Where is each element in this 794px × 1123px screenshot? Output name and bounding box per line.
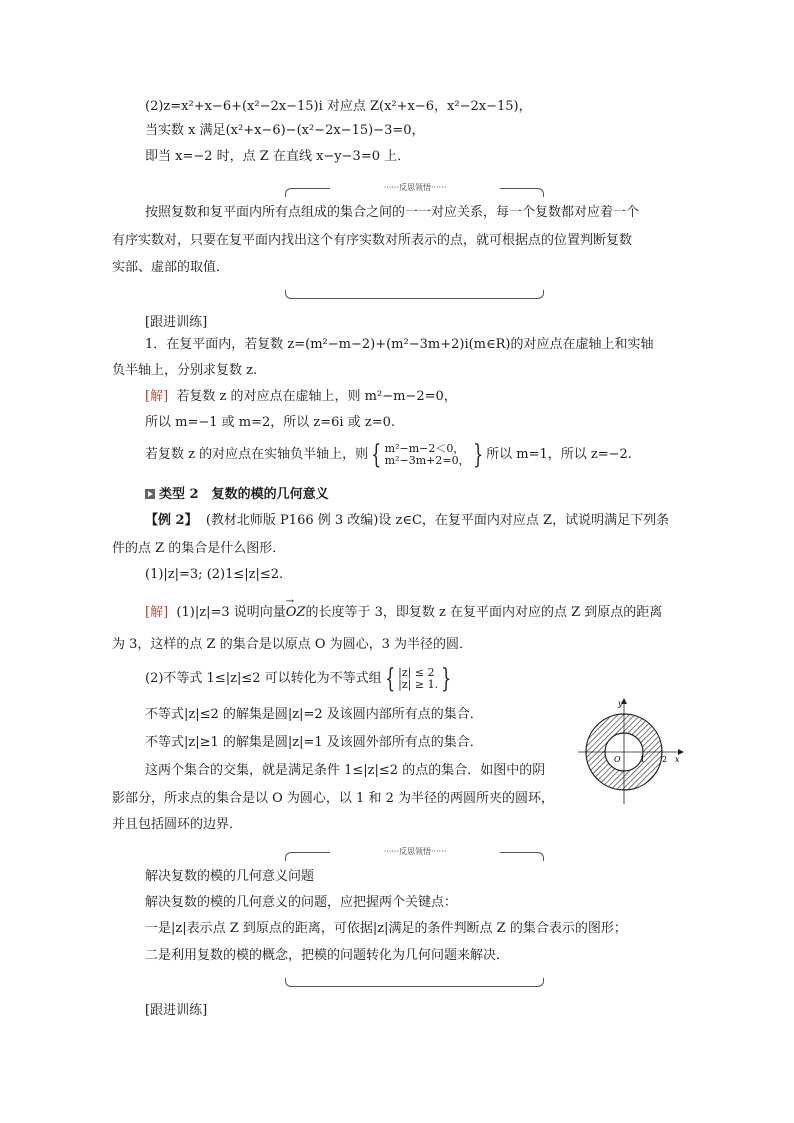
example2-solution-line7: 影部分，所求点的集合是以 O 为圆心，以 1 和 2 为半径的两圆所夹的圆环， <box>112 791 554 806</box>
reflect1-line2: 有序实数对，只要在复平面内找出这个有序实数对所表示的点，就可根据点的位置判断复数 <box>112 233 633 248</box>
example2-line3: (1)|z|=3; (2)1≤|z|≤2. <box>145 567 284 582</box>
type2-heading: 类型 2 复数的模的几何意义 <box>145 486 329 504</box>
x-axis-label: x <box>675 755 680 764</box>
reflect2-line3: 二是利用复数的模的概念，把模的问题转化为几何问题来解决． <box>145 948 510 963</box>
ex1-solution-line3: 即当 x=−2 时，点 Z 在直线 x−y−3=0 上． <box>145 149 411 164</box>
vector-oz: → OZ <box>286 604 306 622</box>
practice1-solution-line1: [解] 若复数 z 的对应点在虚轴上，则 m²−m−2=0， <box>145 389 457 404</box>
example2-line1: 【例 2】 (教材北师版 P166 例 3 改编)设 z∈C，在复平面内对应点 Z，试说明满足下列条 <box>145 513 670 528</box>
ex1-solution-line2: 当实数 x 满足(x²+x−6)−(x²−2x−15)−3=0， <box>145 123 425 138</box>
example2-solution-line1: [解] (1)|z|=3 说明向量→ OZ的长度等于 3，即复数 z 在复平面内对应的点 Z 到原点的距离 <box>145 604 662 622</box>
reflect1-line1: 按照复数和复平面内所有点组成的集合之间的一一对应关系，每一个复数都对应着一个 <box>145 205 640 220</box>
tick-label-1: 1 <box>640 755 646 764</box>
practice1-question-line1: 1．在复平面内，若复数 z=(m²−m−2)+(m²−3m+2)i(m∈R)的对应点在虚轴上和实轴 <box>145 337 654 352</box>
reflect-box-bottom <box>285 978 544 987</box>
reflect2-line2: 一是|z|表示点 Z 到原点的距离，可依据|z|满足的条件判断点 Z 的集合表示的图形； <box>145 921 627 936</box>
solution-tag: [解] <box>145 605 169 620</box>
solution-tag: [解] <box>145 389 169 404</box>
annulus-figure <box>574 696 686 808</box>
example2-line2: 件的点 Z 的集合是什么图形． <box>112 541 286 556</box>
example2-solution-line3: (2)不等式 1≤|z|≤2 可以转化为不等式组 { |z| ≤ 2 |z| ≥ 1. } <box>145 663 452 694</box>
section-marker-icon <box>145 489 155 499</box>
equation-system: m²−m−2＜0， m²−3m+2=0， <box>384 441 470 467</box>
reflect1-line3: 实部、虚部的取值． <box>112 260 230 275</box>
y-axis-label: y <box>618 699 623 708</box>
example2-solution-line6: 这两个集合的交集，就是满足条件 1≤|z|≤2 的点的集合．如图中的阴 <box>145 763 546 778</box>
practice-heading: [跟进训练] <box>145 315 208 330</box>
practice1-solution-line3: 若复数 z 的对应点在实轴负半轴上，则 { m²−m−2＜0， m²−3m+2=0， } 所以 m=1，所以 z=−2. <box>145 439 632 470</box>
practice1-solution-line2: 所以 m=−1 或 m=2，所以 z=6i 或 z=0. <box>145 415 395 430</box>
reflect2-line1: 解决复数的模的几何意义的问题，应把握两个关键点： <box>145 895 458 910</box>
tick-label-2: 2 <box>662 755 668 764</box>
practice1-question-line2: 负半轴上，分别求复数 z. <box>112 363 258 378</box>
reflect-label: ······反思领悟······ <box>330 847 500 857</box>
example2-solution-line2: 为 3，这样的点 Z 的集合是以原点 O 为圆心，3 为半径的圆． <box>112 637 473 652</box>
example2-solution-line4: 不等式|z|≤2 的解集是圆|z|=2 及该圆内部所有点的集合． <box>145 707 483 722</box>
reflect-label: ······反思领悟······ <box>330 183 500 193</box>
reflect2-title: 解决复数的模的几何意义问题 <box>145 869 315 884</box>
inequality-system: |z| ≤ 2 |z| ≥ 1. <box>398 665 439 691</box>
reflect-box-bottom <box>285 290 544 299</box>
practice-heading-2: [跟进训练] <box>145 1003 208 1018</box>
ex1-solution-line1: (2)z=x²+x−6+(x²−2x−15)i 对应点 Z(x²+x−6，x²−2x−15)， <box>145 99 532 114</box>
example2-solution-line8: 并且包括圆环的边界． <box>112 817 243 832</box>
origin-label: O <box>614 755 621 764</box>
example-tag: 【例 2】 <box>145 513 198 528</box>
example2-solution-line5: 不等式|z|≥1 的解集是圆|z|=1 及该圆外部所有点的集合． <box>145 735 483 750</box>
